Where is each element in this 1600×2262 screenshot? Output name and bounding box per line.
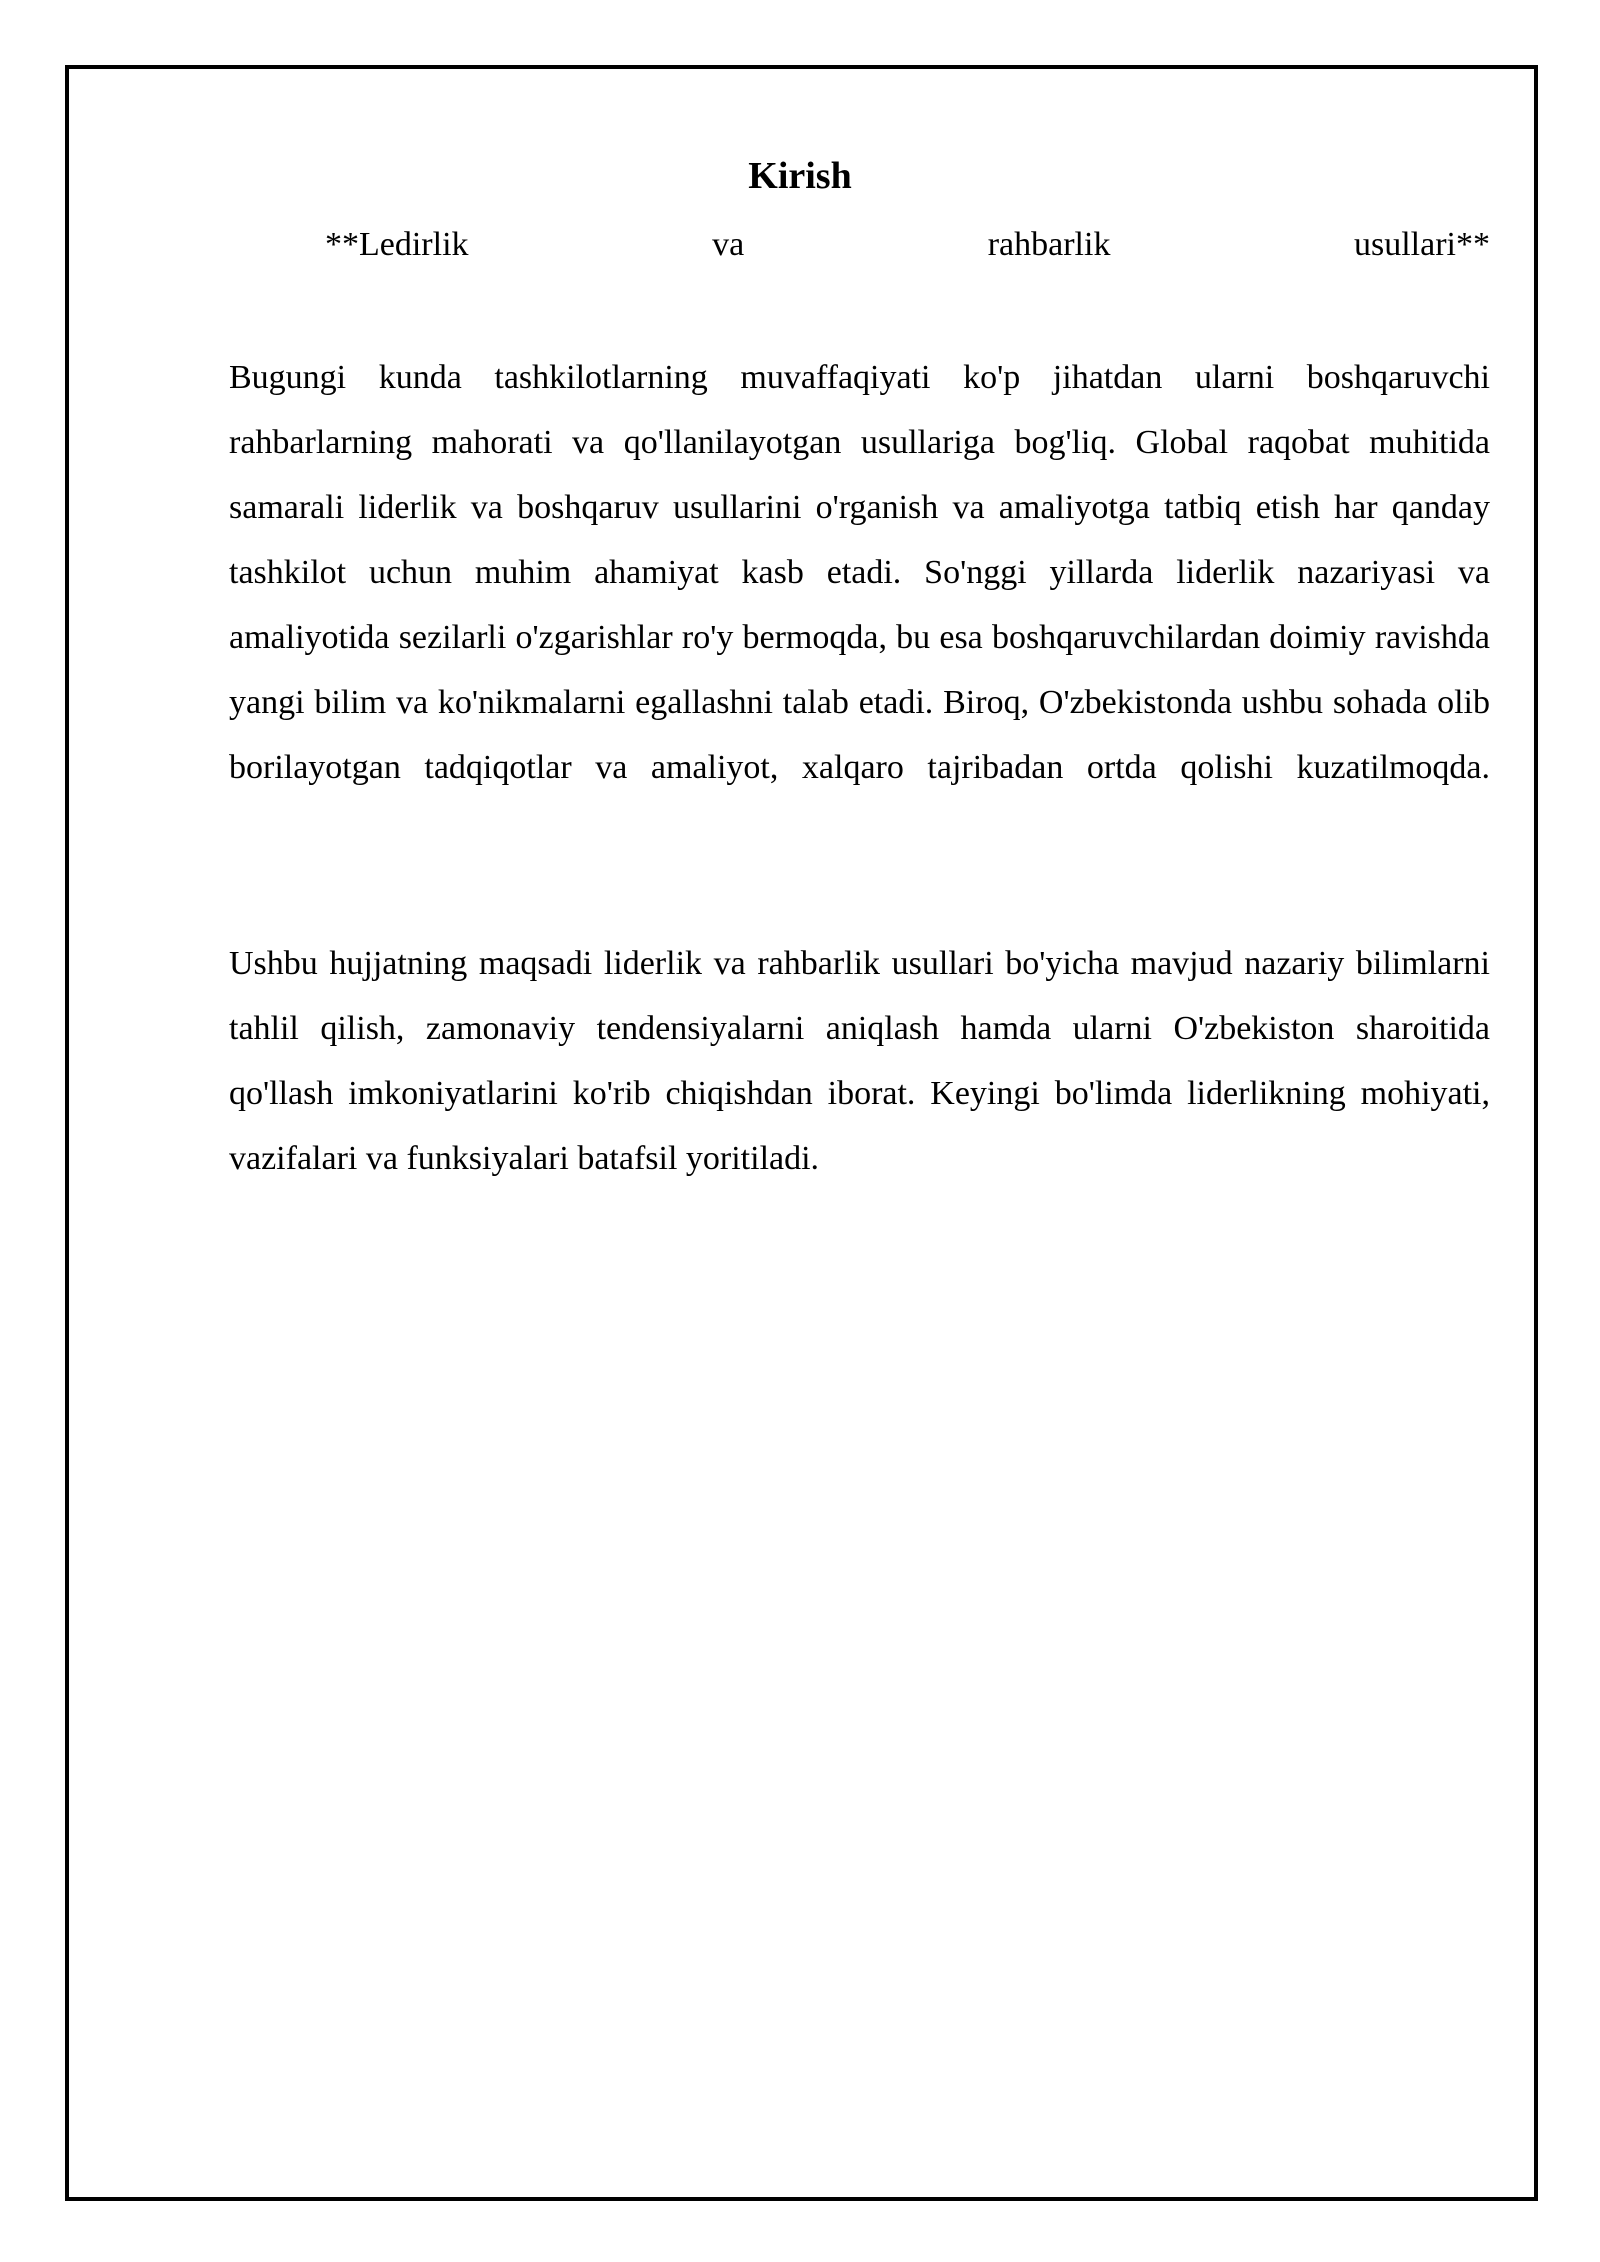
subtitle-word: va	[712, 226, 745, 263]
page-title: Kirish	[748, 155, 852, 197]
subtitle	[325, 222, 1490, 268]
subtitle-word: **Ledirlik	[325, 226, 469, 263]
paragraph-purpose: Ushbu hujjatning maqsadi liderlik va rahbarlik usullari bo'yicha mavjud nazariy bilimlarni tahlil qilish, zamonaviy tendensiyalarni aniqlash hamda ularni O'zbekiston sharoitida qo'llash imkoniyatlarini ko'rib chiqishdan iborat. Keyingi bo'limda liderlikning mohiyati, vazifalari va funksiyalari batafsil yoritiladi.	[229, 945, 1490, 1177]
paragraph-intro: Bugungi kunda tashkilotlarning muvaffaqiyati ko'p jihatdan ularni boshqaruvchi rahbarlarning mahorati va qo'llanilayotgan usullariga bog'liq. Global raqobat muhitida samarali liderlik va boshqaruv usullarini o'rganish va amaliyotga tatbiq etish har qanday tashkilot uchun muhim ahamiyat kasb etadi. So'nggi yillarda liderlik nazariyasi va amaliyotida sezilarli o'zgarishlar ro'y bermoqda, bu esa boshqaruvchilardan doimiy ravishda yangi bilim va ko'nikmalarni egallashni talab etadi. Biroq, O'zbekistonda ushbu sohada olib borilayotgan tadqiqotlar va amaliyot, xalqaro tajribadan ortda qolishi kuzatilmoqda.	[229, 359, 1490, 786]
subtitle-word: rahbarlik	[987, 226, 1111, 263]
subtitle-word: usullari**	[1353, 226, 1490, 263]
